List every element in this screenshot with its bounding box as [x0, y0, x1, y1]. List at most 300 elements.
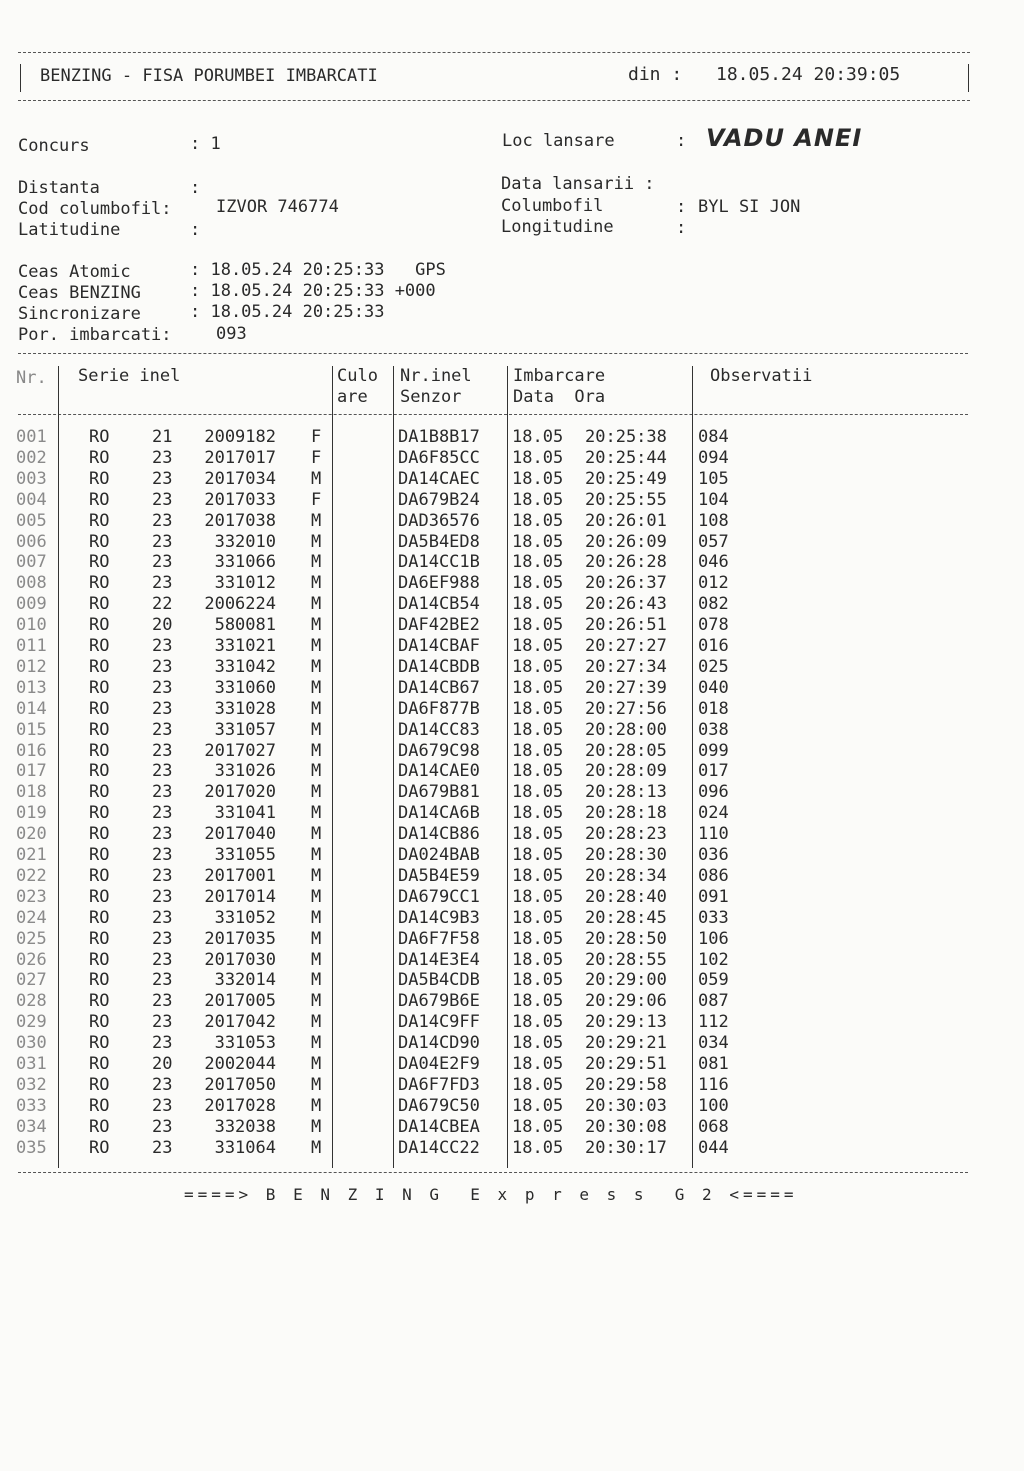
row-observatii: 038	[698, 719, 729, 740]
table-row	[0, 511, 1024, 532]
row-senzor: DA14CC1B	[398, 552, 480, 573]
row-sex: M	[311, 803, 322, 824]
row-tara: RO	[89, 1074, 110, 1095]
row-observatii: 078	[698, 615, 729, 636]
row-senzor: DA14E3E4	[398, 949, 480, 970]
row-nr: 030	[16, 1033, 47, 1054]
row-sex: M	[311, 886, 322, 907]
row-numar-inel: 2017017	[204, 447, 276, 468]
row-sex: M	[311, 594, 322, 615]
footer-banner: ====> B E N Z I N G E x p r e s s G 2 <====	[184, 1185, 798, 1204]
row-sex: M	[311, 1137, 322, 1158]
row-sex: F	[311, 427, 322, 447]
table-row	[0, 678, 1024, 699]
row-senzor: DA14C9B3	[398, 907, 480, 928]
row-senzor: DA14CB67	[398, 677, 480, 698]
col-header-data-ora: Data Ora	[513, 387, 606, 407]
row-an: 23	[152, 1095, 173, 1116]
report-title: BENZING - FISA PORUMBEI IMBARCATI	[40, 66, 378, 86]
row-ora: 20:29:21	[585, 1033, 667, 1054]
row-ora: 20:26:01	[585, 510, 667, 531]
row-observatii: 112	[698, 1012, 729, 1033]
row-data: 18.05	[512, 803, 564, 824]
row-numar-inel: 2006224	[204, 594, 276, 615]
table-row	[0, 448, 1024, 469]
row-data: 18.05	[512, 1054, 564, 1074]
row-ora: 20:25:55	[585, 489, 667, 510]
ceas-atomic-value: : 18.05.24 20:25:33 GPS	[190, 260, 446, 280]
row-an: 23	[152, 698, 173, 719]
row-nr: 023	[16, 886, 47, 907]
table-row	[0, 1075, 1024, 1096]
table-row	[0, 845, 1024, 866]
row-numar-inel: 331028	[214, 698, 276, 719]
row-sex: M	[311, 928, 322, 949]
row-observatii: 106	[698, 928, 729, 949]
row-tara: RO	[89, 803, 110, 824]
row-ora: 20:28:18	[585, 803, 667, 824]
row-numar-inel: 580081	[214, 615, 276, 636]
row-nr: 018	[16, 782, 47, 803]
row-tara: RO	[89, 1012, 110, 1033]
row-data: 18.05	[512, 928, 564, 949]
row-tara: RO	[89, 1033, 110, 1054]
row-nr: 024	[16, 907, 47, 928]
row-sex: M	[311, 1074, 322, 1095]
row-an: 23	[152, 886, 173, 907]
row-senzor: DAF42BE2	[398, 615, 480, 636]
table-row	[0, 1117, 1024, 1138]
row-data: 18.05	[512, 1074, 564, 1095]
row-data: 18.05	[512, 656, 564, 677]
row-tara: RO	[89, 656, 110, 677]
row-senzor: DA14CBEA	[398, 1116, 480, 1137]
col-header-nr: Nr.	[16, 368, 47, 388]
row-an: 23	[152, 510, 173, 531]
row-data: 18.05	[512, 594, 564, 615]
row-an: 23	[152, 1033, 173, 1054]
row-nr: 012	[16, 656, 47, 677]
table-row	[0, 950, 1024, 971]
row-nr: 035	[16, 1137, 47, 1158]
row-senzor: DA679B6E	[398, 991, 480, 1012]
row-nr: 004	[16, 489, 47, 510]
row-numar-inel: 331060	[214, 677, 276, 698]
header-left-bar	[20, 64, 21, 92]
row-sex: M	[311, 719, 322, 740]
row-numar-inel: 331066	[214, 552, 276, 573]
row-tara: RO	[89, 1116, 110, 1137]
row-an: 23	[152, 865, 173, 886]
row-numar-inel: 2017020	[204, 782, 276, 803]
row-an: 20	[152, 615, 173, 636]
cod-columbofil-value: IZVOR 746774	[216, 197, 339, 217]
row-an: 23	[152, 991, 173, 1012]
row-an: 23	[152, 447, 173, 468]
row-sex: M	[311, 636, 322, 656]
row-an: 23	[152, 845, 173, 865]
row-nr: 015	[16, 719, 47, 740]
row-ora: 20:29:00	[585, 970, 667, 991]
row-senzor: DA14CBAF	[398, 636, 480, 656]
row-observatii: 096	[698, 782, 729, 803]
row-ora: 20:30:17	[585, 1137, 667, 1158]
row-data: 18.05	[512, 615, 564, 636]
loc-lansare-label: Loc lansare	[502, 131, 615, 151]
row-observatii: 068	[698, 1116, 729, 1137]
row-numar-inel: 2017001	[204, 865, 276, 886]
col-header-culo: Culo	[337, 366, 378, 386]
row-data: 18.05	[512, 719, 564, 740]
row-senzor: DA14CC22	[398, 1137, 480, 1158]
row-tara: RO	[89, 865, 110, 886]
table-row	[0, 615, 1024, 636]
row-ora: 20:25:44	[585, 447, 667, 468]
row-data: 18.05	[512, 865, 564, 886]
row-an: 21	[152, 427, 173, 447]
table-row	[0, 803, 1024, 824]
row-data: 18.05	[512, 782, 564, 803]
row-numar-inel: 2017040	[204, 824, 276, 845]
row-tara: RO	[89, 886, 110, 907]
concurs-value: : 1	[190, 134, 221, 154]
ceas-atomic-label: Ceas Atomic	[18, 262, 131, 282]
row-observatii: 036	[698, 845, 729, 865]
row-observatii: 104	[698, 489, 729, 510]
loc-lansare-sep: :	[676, 131, 687, 151]
row-senzor: DA6F85CC	[398, 447, 480, 468]
row-nr: 025	[16, 928, 47, 949]
row-an: 23	[152, 970, 173, 991]
row-an: 23	[152, 803, 173, 824]
row-data: 18.05	[512, 991, 564, 1012]
row-an: 23	[152, 1116, 173, 1137]
col-header-are: are	[337, 387, 368, 407]
row-data: 18.05	[512, 761, 564, 782]
row-an: 23	[152, 761, 173, 782]
table-row	[0, 1033, 1024, 1054]
row-data: 18.05	[512, 1095, 564, 1116]
report-date-value: 18.05.24 20:39:05	[716, 64, 901, 85]
row-senzor: DA024BAB	[398, 845, 480, 865]
row-ora: 20:26:37	[585, 573, 667, 594]
row-tara: RO	[89, 427, 110, 447]
row-observatii: 084	[698, 427, 729, 447]
row-nr: 013	[16, 677, 47, 698]
row-senzor: DA14C9FF	[398, 1012, 480, 1033]
header-bottom-border	[18, 100, 970, 101]
row-sex: M	[311, 1012, 322, 1033]
table-row	[0, 1096, 1024, 1117]
row-data: 18.05	[512, 531, 564, 552]
table-row	[0, 573, 1024, 594]
table-row	[0, 782, 1024, 803]
row-nr: 009	[16, 594, 47, 615]
table-row	[0, 427, 1024, 448]
row-tara: RO	[89, 677, 110, 698]
row-ora: 20:26:51	[585, 615, 667, 636]
columbofil-value: BYL SI JON	[698, 197, 801, 217]
table-row	[0, 741, 1024, 762]
row-sex: M	[311, 656, 322, 677]
row-nr: 014	[16, 698, 47, 719]
row-observatii: 116	[698, 1074, 729, 1095]
row-sex: M	[311, 845, 322, 865]
table-bottom-border	[18, 1172, 968, 1173]
row-nr: 019	[16, 803, 47, 824]
row-senzor: DA679B24	[398, 489, 480, 510]
row-observatii: 059	[698, 970, 729, 991]
row-numar-inel: 2017050	[204, 1074, 276, 1095]
row-numar-inel: 332014	[214, 970, 276, 991]
row-senzor: DA679C50	[398, 1095, 480, 1116]
row-tara: RO	[89, 531, 110, 552]
row-data: 18.05	[512, 447, 564, 468]
distanta-sep: :	[190, 178, 201, 198]
row-observatii: 017	[698, 761, 729, 782]
row-numar-inel: 2017030	[204, 949, 276, 970]
row-tara: RO	[89, 636, 110, 656]
sincronizare-label: Sincronizare	[18, 304, 141, 324]
row-senzor: DA04E2F9	[398, 1054, 480, 1074]
row-senzor: DA679CC1	[398, 886, 480, 907]
report-date-label: din :	[628, 64, 683, 85]
table-row	[0, 908, 1024, 929]
table-row	[0, 699, 1024, 720]
row-an: 23	[152, 1074, 173, 1095]
row-tara: RO	[89, 782, 110, 803]
row-senzor: DA6F7F58	[398, 928, 480, 949]
row-numar-inel: 2017028	[204, 1095, 276, 1116]
row-nr: 007	[16, 552, 47, 573]
row-numar-inel: 2017035	[204, 928, 276, 949]
row-an: 20	[152, 1054, 173, 1074]
row-ora: 20:28:13	[585, 782, 667, 803]
row-senzor: DA6F877B	[398, 698, 480, 719]
row-nr: 027	[16, 970, 47, 991]
row-numar-inel: 331053	[214, 1033, 276, 1054]
row-numar-inel: 2002044	[204, 1054, 276, 1074]
row-observatii: 099	[698, 740, 729, 761]
row-tara: RO	[89, 698, 110, 719]
row-tara: RO	[89, 468, 110, 489]
row-ora: 20:28:45	[585, 907, 667, 928]
table-row	[0, 720, 1024, 741]
row-numar-inel: 2017027	[204, 740, 276, 761]
row-senzor: DA679C98	[398, 740, 480, 761]
table-row	[0, 929, 1024, 950]
ceas-benzing-value: : 18.05.24 20:25:33 +000	[190, 281, 436, 301]
por-imbarcati-value: 093	[216, 324, 247, 344]
row-sex: M	[311, 907, 322, 928]
row-data: 18.05	[512, 845, 564, 865]
table-row	[0, 657, 1024, 678]
row-numar-inel: 332010	[214, 531, 276, 552]
row-numar-inel: 2017034	[204, 468, 276, 489]
row-sex: M	[311, 1116, 322, 1137]
row-data: 18.05	[512, 552, 564, 573]
row-ora: 20:26:43	[585, 594, 667, 615]
row-ora: 20:27:27	[585, 636, 667, 656]
row-ora: 20:28:23	[585, 824, 667, 845]
longitudine-sep: :	[676, 218, 687, 238]
table-row	[0, 469, 1024, 490]
row-an: 23	[152, 719, 173, 740]
header-top-border	[18, 52, 970, 53]
table-row	[0, 970, 1024, 991]
row-nr: 017	[16, 761, 47, 782]
table-row	[0, 1012, 1024, 1033]
row-numar-inel: 331055	[214, 845, 276, 865]
row-numar-inel: 2017038	[204, 510, 276, 531]
row-data: 18.05	[512, 740, 564, 761]
table-row	[0, 991, 1024, 1012]
row-senzor: DA14CD90	[398, 1033, 480, 1054]
row-data: 18.05	[512, 1012, 564, 1033]
row-senzor: DA5B4ED8	[398, 531, 480, 552]
row-an: 23	[152, 928, 173, 949]
row-sex: M	[311, 552, 322, 573]
row-tara: RO	[89, 552, 110, 573]
row-nr: 002	[16, 447, 47, 468]
row-ora: 20:28:09	[585, 761, 667, 782]
row-observatii: 091	[698, 886, 729, 907]
row-observatii: 087	[698, 991, 729, 1012]
data-lansarii-label: Data lansarii :	[501, 174, 655, 194]
row-ora: 20:29:51	[585, 1054, 667, 1074]
table-row	[0, 866, 1024, 887]
row-nr: 010	[16, 615, 47, 636]
row-ora: 20:28:05	[585, 740, 667, 761]
row-ora: 20:27:34	[585, 656, 667, 677]
row-sex: F	[311, 447, 322, 468]
latitudine-sep: :	[190, 220, 201, 240]
row-numar-inel: 2009182	[204, 427, 276, 447]
row-an: 23	[152, 636, 173, 656]
row-an: 23	[152, 677, 173, 698]
row-an: 23	[152, 552, 173, 573]
row-sex: M	[311, 677, 322, 698]
row-an: 22	[152, 594, 173, 615]
row-tara: RO	[89, 573, 110, 594]
row-nr: 006	[16, 531, 47, 552]
table-top-border	[18, 353, 968, 354]
row-sex: M	[311, 991, 322, 1012]
row-nr: 016	[16, 740, 47, 761]
row-observatii: 044	[698, 1137, 729, 1158]
row-observatii: 046	[698, 552, 729, 573]
row-observatii: 034	[698, 1033, 729, 1054]
row-data: 18.05	[512, 1137, 564, 1158]
row-numar-inel: 2017014	[204, 886, 276, 907]
row-senzor: DA5B4E59	[398, 865, 480, 886]
row-observatii: 100	[698, 1095, 729, 1116]
latitudine-label: Latitudine	[18, 220, 121, 240]
row-data: 18.05	[512, 636, 564, 656]
row-ora: 20:28:34	[585, 865, 667, 886]
row-observatii: 105	[698, 468, 729, 489]
row-data: 18.05	[512, 468, 564, 489]
row-ora: 20:26:28	[585, 552, 667, 573]
row-sex: M	[311, 573, 322, 594]
row-sex: F	[311, 489, 322, 510]
row-senzor: DA6EF988	[398, 573, 480, 594]
row-observatii: 012	[698, 573, 729, 594]
row-ora: 20:28:55	[585, 949, 667, 970]
row-senzor: DA14CBDB	[398, 656, 480, 677]
row-an: 23	[152, 531, 173, 552]
row-tara: RO	[89, 1054, 110, 1074]
row-senzor: DAD36576	[398, 510, 480, 531]
row-senzor: DA14CC83	[398, 719, 480, 740]
row-data: 18.05	[512, 677, 564, 698]
row-observatii: 040	[698, 677, 729, 698]
table-row	[0, 490, 1024, 511]
row-senzor: DA5B4CDB	[398, 970, 480, 991]
col-header-serie: Serie inel	[78, 366, 181, 386]
row-sex: M	[311, 468, 322, 489]
row-an: 23	[152, 740, 173, 761]
col-header-nrinel: Nr.inel	[400, 366, 472, 386]
row-an: 23	[152, 656, 173, 677]
sincronizare-value: : 18.05.24 20:25:33	[190, 302, 385, 322]
row-numar-inel: 2017005	[204, 991, 276, 1012]
row-ora: 20:25:49	[585, 468, 667, 489]
row-observatii: 082	[698, 594, 729, 615]
row-senzor: DA14CAEC	[398, 468, 480, 489]
row-an: 23	[152, 949, 173, 970]
row-observatii: 110	[698, 824, 729, 845]
row-sex: M	[311, 740, 322, 761]
row-numar-inel: 331042	[214, 656, 276, 677]
row-an: 23	[152, 1137, 173, 1158]
row-data: 18.05	[512, 573, 564, 594]
row-an: 23	[152, 1012, 173, 1033]
row-numar-inel: 331012	[214, 573, 276, 594]
row-observatii: 025	[698, 656, 729, 677]
row-tara: RO	[89, 949, 110, 970]
row-tara: RO	[89, 991, 110, 1012]
row-sex: M	[311, 698, 322, 719]
row-ora: 20:26:09	[585, 531, 667, 552]
row-observatii: 018	[698, 698, 729, 719]
row-numar-inel: 331021	[214, 636, 276, 656]
row-nr: 026	[16, 949, 47, 970]
row-numar-inel: 331064	[214, 1137, 276, 1158]
row-nr: 020	[16, 824, 47, 845]
row-tara: RO	[89, 845, 110, 865]
row-nr: 001	[16, 427, 47, 447]
cod-columbofil-label: Cod columbofil:	[18, 199, 172, 219]
row-data: 18.05	[512, 949, 564, 970]
row-senzor: DA14CAE0	[398, 761, 480, 782]
row-an: 23	[152, 824, 173, 845]
row-tara: RO	[89, 928, 110, 949]
row-observatii: 033	[698, 907, 729, 928]
row-senzor: DA14CA6B	[398, 803, 480, 824]
row-sex: M	[311, 510, 322, 531]
table-row	[0, 594, 1024, 615]
row-data: 18.05	[512, 907, 564, 928]
row-ora: 20:30:03	[585, 1095, 667, 1116]
table-header-border	[18, 414, 968, 415]
row-numar-inel: 332038	[214, 1116, 276, 1137]
row-an: 23	[152, 468, 173, 489]
table-row	[0, 1054, 1024, 1075]
row-senzor: DA6F7FD3	[398, 1074, 480, 1095]
row-nr: 029	[16, 1012, 47, 1033]
col-header-observatii: Observatii	[710, 366, 813, 386]
